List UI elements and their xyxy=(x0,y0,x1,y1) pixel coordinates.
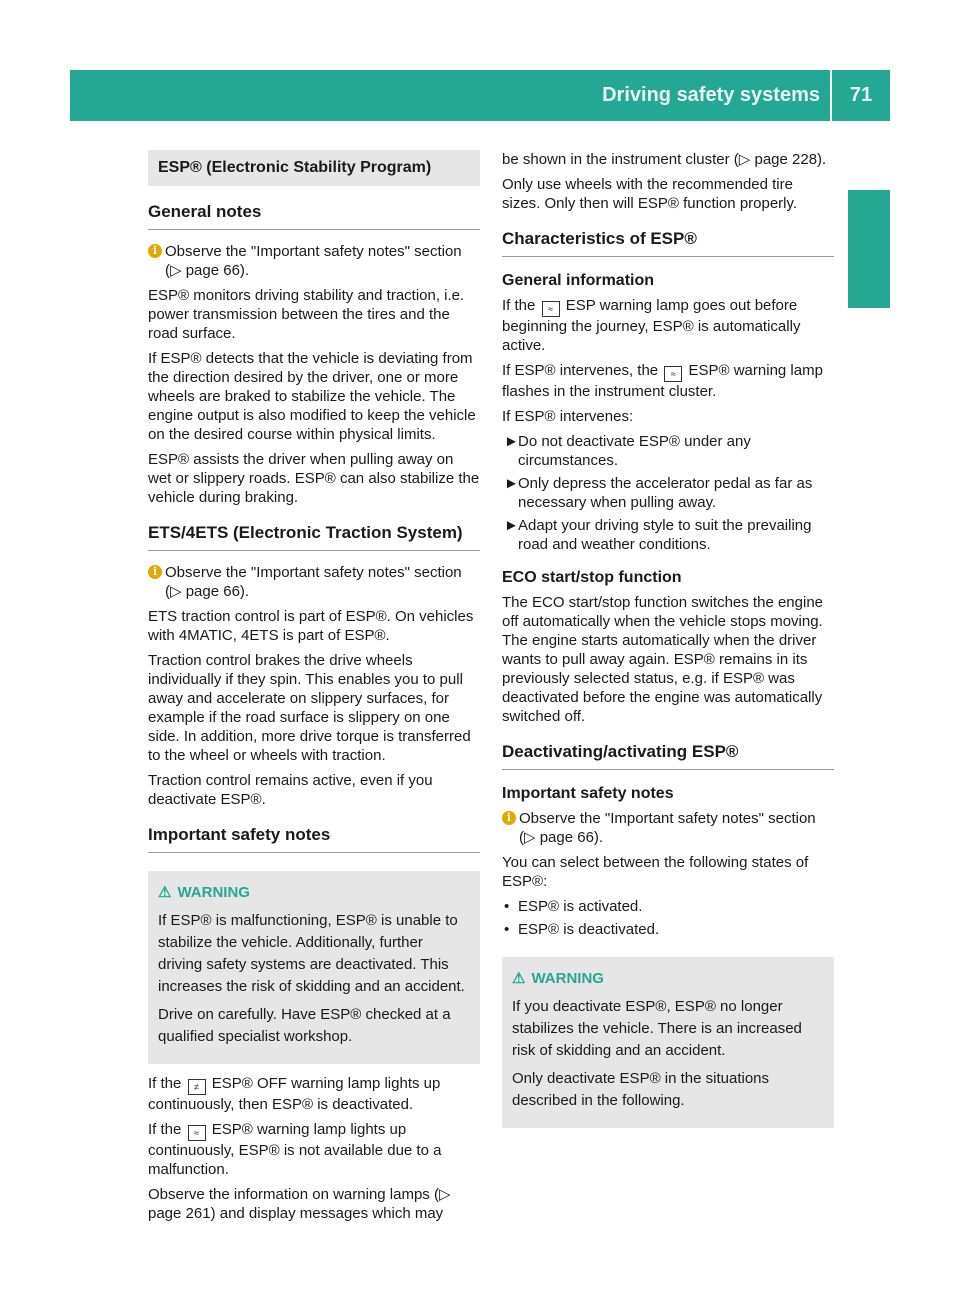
info-note-text: Observe the "Important safety notes" section (▷ page 66). xyxy=(519,810,816,846)
info-note xyxy=(148,242,480,280)
arrow-bullet-icon: ► xyxy=(504,475,519,492)
info-note xyxy=(148,563,480,601)
paragraph-text: If ESP® intervenes, the xyxy=(502,362,659,379)
right-column xyxy=(502,150,834,1138)
arrow-bullet-icon: ► xyxy=(504,517,519,534)
warning-label: WARNING xyxy=(531,970,604,987)
section-tab-label: Safety xyxy=(854,231,876,292)
warning-label: WARNING xyxy=(177,884,250,901)
paragraph: The ECO start/stop function switches the engine off automatically when the vehicle stops moving. The engine starts automatically when the driver wants to pull away again. ESP® remains in its previously selected status, e.g. if ESP® was deactivated before the engine was automatically switched off. xyxy=(502,594,823,725)
warning-text: Drive on carefully. Have ESP® checked at a qualified specialist workshop. xyxy=(158,1006,451,1045)
bullet-text: Do not deactivate ESP® under any circumstances. xyxy=(518,433,751,469)
paragraph-text: ESP® warning lamp flashes in the instrument cluster. xyxy=(502,362,823,400)
bullet-text: ESP® is deactivated. xyxy=(518,921,660,938)
ets-heading: ETS/4ETS (Electronic Traction System) xyxy=(148,523,480,551)
paragraph: Traction control brakes the drive wheels individually if they spin. This enables you to pull away and accelerate on slippery surfaces, for example if the road surface is slippery on one side. In addition, more drive torque is transferred to the wheel or wheels with traction. xyxy=(148,652,471,764)
info-note xyxy=(502,809,834,847)
state-bullet xyxy=(502,920,834,939)
if-the-text: If the xyxy=(148,1075,182,1092)
warning-triangle-icon: ⚠ xyxy=(512,970,526,987)
running-header-title: Driving safety systems xyxy=(602,84,820,106)
dot-bullet-icon: • xyxy=(504,921,510,938)
warning-text: If you deactivate ESP®, ESP® no longer stabilizes the vehicle. There is an increased risk of skidding and an accident. xyxy=(512,998,802,1059)
warning-triangle-icon: ⚠ xyxy=(158,884,172,901)
warning-header xyxy=(512,969,824,988)
warning-text: Only deactivate ESP® in the situations described in the following. xyxy=(512,1070,770,1109)
paragraph: ESP® assists the driver when pulling away on wet or slippery roads. ESP® can also stabilize the vehicle during braking. xyxy=(148,451,480,506)
paragraph: ESP® monitors driving stability and traction, i.e. power transmission between the tires and the road surface. xyxy=(148,287,465,342)
arrow-bullet-icon: ► xyxy=(504,433,519,450)
bullet-text: Adapt your driving style to suit the prevailing road and weather conditions. xyxy=(518,517,812,553)
page-number: 71 xyxy=(849,84,873,106)
state-bullet xyxy=(502,897,834,916)
paragraph: You can select between the following states of ESP®: xyxy=(502,854,809,890)
important-safety-notes-subheading: Important safety notes xyxy=(502,785,674,802)
paragraph xyxy=(502,296,834,355)
dot-bullet-icon: • xyxy=(504,898,510,915)
paragraph: If ESP® detects that the vehicle is deviating from the direction desired by the driver, one or more wheels are braked to stabilize the vehicle. The engine output is also modified to keep the vehicle on the desired course within physical limits. xyxy=(148,350,476,443)
important-safety-notes-heading: Important safety notes xyxy=(148,825,480,853)
info-note-text: Observe the "Important safety notes" section (▷ page 66). xyxy=(165,243,462,279)
paragraph xyxy=(502,361,834,401)
eco-start-stop-heading: ECO start/stop function xyxy=(502,569,682,586)
paragraph: If ESP® intervenes: xyxy=(502,408,634,425)
general-notes-heading: General notes xyxy=(148,202,480,230)
warning-box xyxy=(148,871,480,1064)
instruction-bullet xyxy=(502,516,834,554)
info-icon: i xyxy=(148,244,162,258)
general-information-heading: General information xyxy=(502,272,655,289)
paragraph xyxy=(148,1120,480,1179)
characteristics-heading: Characteristics of ESP® xyxy=(502,229,834,257)
section-band-title: ESP® (Electronic Stability Program) xyxy=(148,150,480,186)
paragraph xyxy=(148,1074,480,1114)
warning-box xyxy=(502,957,834,1128)
instruction-bullet xyxy=(502,474,834,512)
deactivating-heading: Deactivating/activating ESP® xyxy=(502,742,834,770)
paragraph: ETS traction control is part of ESP®. On vehicles with 4MATIC, 4ETS is part of ESP®. xyxy=(148,608,474,644)
instruction-bullet xyxy=(502,432,834,470)
if-the-text: If the xyxy=(502,297,536,314)
esp-warning-lamp-icon: ≈ xyxy=(664,366,682,382)
esp-off-lamp-icon: ≠ xyxy=(188,1079,206,1095)
if-the-text: If the xyxy=(148,1121,182,1138)
info-icon: i xyxy=(148,565,162,579)
header-bar xyxy=(70,70,890,121)
info-note-text: Observe the "Important safety notes" section (▷ page 66). xyxy=(165,564,462,600)
warning-text: If ESP® is malfunctioning, ESP® is unable to stabilize the vehicle. Additionally, further driving safety systems are deactivated. This increases the risk of skidding and an accident. xyxy=(158,912,465,995)
esp-warning-lamp-icon: ≈ xyxy=(188,1125,206,1141)
paragraph-text: ESP® warning lamp lights up continuously, ESP® is not available due to a malfunction. xyxy=(148,1121,442,1178)
paragraph: Traction control remains active, even if you deactivate ESP®. xyxy=(148,772,433,808)
esp-warning-lamp-icon: ≈ xyxy=(542,301,560,317)
bullet-text: ESP® is activated. xyxy=(518,898,643,915)
paragraph: Observe the information on warning lamps (▷ page 261) and display messages which may xyxy=(148,1186,451,1222)
warning-header xyxy=(158,883,470,902)
info-icon: i xyxy=(502,811,516,825)
bullet-text: Only depress the accelerator pedal as far as necessary when pulling away. xyxy=(518,475,813,511)
paragraph: be shown in the instrument cluster (▷ page 228). xyxy=(502,151,827,168)
left-column xyxy=(148,150,480,1229)
paragraph-text: ESP warning lamp goes out before beginning the journey, ESP® is automatically active. xyxy=(502,297,801,354)
paragraph: Only use wheels with the recommended tire sizes. Only then will ESP® function properly. xyxy=(502,176,798,212)
paragraph-text: ESP® OFF warning lamp lights up continuously, then ESP® is deactivated. xyxy=(148,1075,441,1113)
